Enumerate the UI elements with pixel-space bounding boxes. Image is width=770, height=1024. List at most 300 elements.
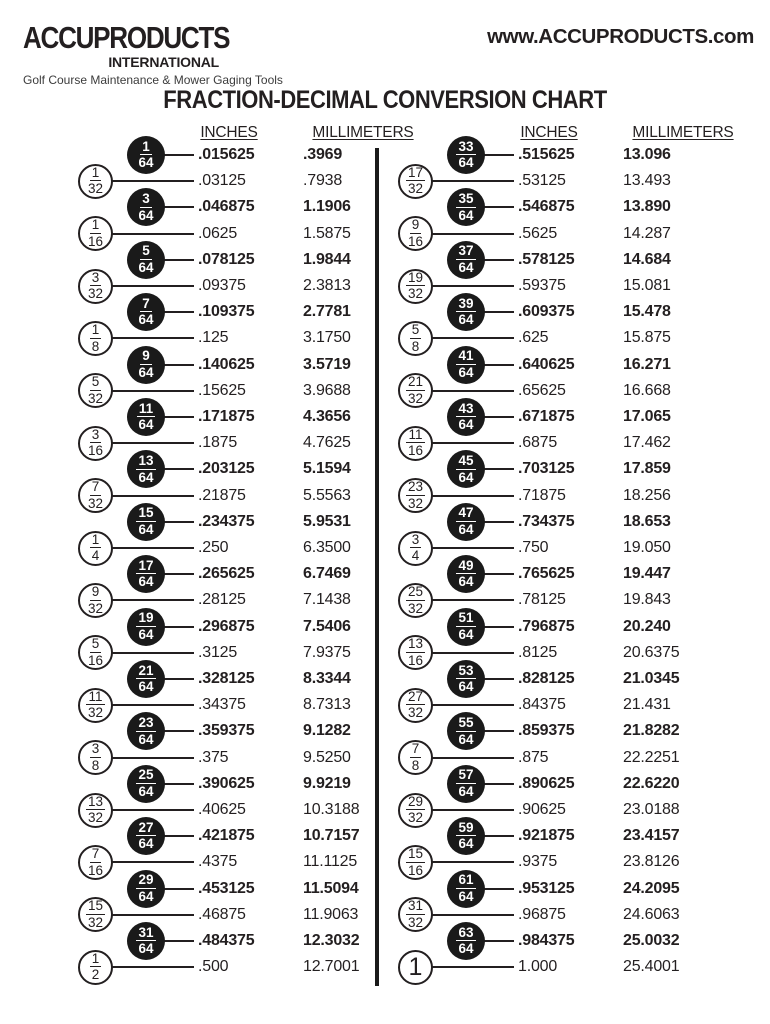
fraction-numerator: 37 [458,243,474,259]
fraction-denominator: 64 [458,626,474,642]
connector-line [430,547,514,549]
fraction-numerator: 19 [138,610,154,626]
fraction-numerator: 61 [458,872,474,888]
fraction-badge [127,241,165,279]
inches-value: .921875 [518,827,575,845]
inches-value: .296875 [198,617,255,635]
inches-value: .671875 [518,408,575,425]
conversion-row-45-64 [320,452,770,485]
fraction-badge [127,660,165,698]
fraction-numerator: 27 [407,688,424,704]
connector-line [110,599,194,601]
millimeters-value: 17.065 [623,408,671,425]
fraction-badge [447,608,485,646]
fraction-denominator: 16 [87,653,104,669]
connector-line [110,704,194,706]
fraction-badge [127,398,165,436]
website-url: www.ACCUPRODUCTS.com [487,25,754,48]
fraction-badge [127,765,165,803]
millimeters-value: 21.431 [623,696,671,714]
inches-value: .453125 [198,879,255,897]
inches-value: .125 [198,329,229,347]
millimeters-value: 18.653 [623,512,671,530]
inches-value: .0625 [198,224,238,242]
conversion-row-31-32 [320,898,770,931]
fraction-badge [447,241,485,279]
fraction-denominator: 32 [407,181,424,197]
fraction-numerator: 49 [458,557,474,573]
connector-line [481,416,514,418]
connector-line [481,521,514,523]
millimeters-value: 1.9844 [303,250,351,268]
fraction-numerator: 15 [407,845,424,861]
millimeters-value: 19.843 [623,591,671,609]
fraction-numerator: 3 [91,269,100,285]
fraction-badge [127,817,165,855]
fraction-denominator: 32 [407,495,424,511]
millimeters-value: 12.3032 [303,932,360,949]
fraction-denominator: 64 [138,522,154,538]
millimeters-value: 6.3500 [303,539,351,556]
fraction-numerator: 11 [408,426,423,442]
conversion-row-17-32 [320,164,770,197]
connector-line [161,783,194,785]
fraction-denominator: 32 [87,391,104,407]
millimeters-value: 7.9375 [303,643,351,661]
fraction-badge [127,608,165,646]
connector-line [161,678,194,680]
conversion-row-27-32 [320,688,770,721]
inches-value: .9375 [518,853,558,871]
fraction-denominator: 16 [407,653,424,669]
fraction-numerator: 5 [91,636,100,652]
fraction-denominator: 64 [138,312,154,328]
conversion-row-21-32 [320,374,770,407]
fraction-badge [78,793,113,828]
inches-value: .734375 [518,512,575,530]
inches-value: .78125 [518,591,566,609]
connector-line [110,652,194,654]
fraction-badge [398,269,433,304]
fraction-denominator: 32 [87,286,104,302]
millimeters-value: 5.5563 [303,486,351,504]
inches-value: .8125 [518,643,558,661]
fraction-denominator: 64 [138,836,154,852]
connector-line [161,521,194,523]
fraction-badge [78,688,113,723]
millimeters-value: 3.1750 [303,329,351,347]
conversion-row-25-32 [320,583,770,616]
fraction-badge [127,870,165,908]
millimeters-value: 13.096 [623,146,671,163]
fraction-numerator: 5 [411,321,420,337]
fraction-badge [78,950,113,985]
connector-line [481,835,514,837]
connector-line [110,914,194,916]
connector-line [481,259,514,261]
inches-value: .375 [198,748,229,766]
fraction-denominator: 32 [407,810,424,826]
fraction-numerator: 19 [407,269,424,285]
fraction-badge [447,870,485,908]
inches-value: .84375 [518,696,566,714]
fraction-badge [447,922,485,960]
millimeters-value: .3969 [303,146,343,163]
fraction-denominator: 64 [138,626,154,642]
fraction-numerator: 23 [407,479,424,495]
millimeters-value: 25.4001 [623,958,680,976]
conversion-row-61-64 [320,872,770,904]
fraction-badge [398,321,433,356]
conversion-row-33-64 [320,138,770,171]
millimeters-value: 14.684 [623,250,671,268]
brand-logo [23,20,283,87]
connector-line [430,495,514,497]
millimeters-value: 10.3188 [303,801,360,818]
connector-line [430,809,514,811]
fraction-denominator: 64 [138,574,154,590]
millimeters-value: 13.890 [623,198,671,216]
fraction-numerator: 7 [91,479,100,495]
fraction-badge [398,216,433,251]
connector-line [430,757,514,759]
inches-value: .21875 [198,486,246,504]
inches-value: .250 [198,539,229,556]
millimeters-value: 17.462 [623,434,671,452]
fraction-denominator: 64 [458,888,474,904]
fraction-numerator: 23 [138,714,154,730]
connector-line [161,730,194,732]
connector-line [481,206,514,208]
inches-value: .203125 [198,460,255,478]
fraction-numerator: 45 [458,452,474,468]
millimeters-value: 16.271 [623,355,671,373]
connector-line [481,468,514,470]
fraction-numerator: 9 [91,583,100,599]
millimeters-value: 8.7313 [303,696,351,714]
connector-line [481,940,514,942]
fraction-denominator: 64 [458,574,474,590]
fraction-denominator: 64 [138,679,154,695]
fraction-denominator: 64 [458,417,474,433]
inches-value: .984375 [518,932,575,949]
inches-value: .578125 [518,250,575,268]
inches-value: .109375 [198,303,255,321]
fraction-denominator: 16 [87,862,104,878]
millimeters-value: 19.050 [623,539,671,556]
inches-value: .015625 [198,146,255,163]
fraction-denominator: 64 [138,417,154,433]
fraction-badge [78,269,113,304]
millimeters-value: 4.7625 [303,434,351,452]
fraction-badge [447,346,485,384]
inches-value: .3125 [198,643,238,661]
fraction-numerator: 1 [91,321,100,337]
inches-value: .750 [518,539,549,556]
fraction-numerator: 13 [87,793,104,809]
fraction-numerator: 39 [458,295,474,311]
inches-value: .078125 [198,250,255,268]
fraction-numerator: 15 [87,898,104,914]
fraction-numerator: 55 [458,714,474,730]
fraction-denominator: 64 [458,731,474,747]
connector-line [110,337,194,339]
fraction-badge [78,164,113,199]
inches-value: .796875 [518,617,575,635]
millimeters-header: MILLIMETERS [312,124,414,141]
fraction-denominator: 64 [458,522,474,538]
fraction-badge [447,136,485,174]
inches-value: .03125 [198,172,246,190]
connector-line [110,861,194,863]
connector-line [161,311,194,313]
millimeters-value: 20.6375 [623,643,680,661]
inches-value: .859375 [518,722,575,740]
millimeters-value: 13.493 [623,172,671,190]
connector-line [430,861,514,863]
conversion-row-3-4 [320,531,770,564]
fraction-numerator: 21 [407,374,424,390]
inches-value: .640625 [518,355,575,373]
millimeters-value: 11.1125 [303,853,358,871]
fraction-denominator: 64 [458,784,474,800]
fraction-numerator: 29 [407,793,424,809]
fraction-numerator: 5 [91,374,100,390]
connector-line [110,285,194,287]
fraction-numerator: 3 [142,190,150,206]
fraction-denominator: 64 [458,836,474,852]
inches-value: .65625 [518,381,566,399]
fraction-denominator: 64 [458,469,474,485]
connector-line [481,783,514,785]
fraction-numerator: 29 [138,872,154,888]
fraction-numerator: 57 [458,767,474,783]
connector-line [481,154,514,156]
conversion-row-53-64 [320,662,770,695]
fraction-denominator: 64 [138,155,154,171]
fraction-denominator: 64 [138,364,154,380]
fraction-denominator: 16 [87,233,104,249]
millimeters-value: 9.5250 [303,748,351,766]
conversion-row-59-64 [320,819,770,852]
fraction-numerator: 35 [458,190,474,206]
millimeters-value: 20.240 [623,617,671,635]
fraction-numerator: 43 [458,400,474,416]
conversion-row-57-64 [320,767,770,800]
inches-value: .171875 [198,408,255,425]
conversion-row-49-64 [320,557,770,590]
inches-value: .234375 [198,512,255,530]
fraction-badge [127,136,165,174]
connector-line [110,390,194,392]
millimeters-value: 4.3656 [303,408,351,425]
fraction-denominator: 32 [407,600,424,616]
connector-line [430,599,514,601]
millimeters-value: 7.1438 [303,591,351,609]
fraction-badge [447,555,485,593]
fraction-denominator: 8 [411,338,420,354]
millimeters-value: 3.5719 [303,355,351,373]
connector-line [481,730,514,732]
fraction-numerator: 31 [138,924,154,940]
conversion-row-43-64 [320,400,770,433]
fraction-denominator: 64 [458,679,474,695]
brand-subtitle: INTERNATIONAL [108,54,219,70]
inches-value: .765625 [518,565,575,583]
fraction-denominator: 32 [87,600,104,616]
inches-value: .609375 [518,303,575,321]
fraction-badge [398,740,433,775]
millimeters-value: 3.9688 [303,381,351,399]
inches-value: .359375 [198,722,255,740]
connector-line [161,940,194,942]
fraction-denominator: 64 [138,888,154,904]
inches-value: .390625 [198,774,255,792]
fraction-numerator: 53 [458,662,474,678]
connector-line [430,233,514,235]
connector-line [161,888,194,890]
fraction-denominator: 32 [87,915,104,931]
fraction-denominator: 8 [411,757,420,773]
inches-value: .875 [518,748,549,766]
millimeters-value: 15.081 [623,277,671,294]
millimeters-value: 21.0345 [623,670,680,687]
inches-value: .625 [518,329,549,347]
conversion-row-13-16 [320,636,770,669]
fraction-denominator: 32 [407,915,424,931]
inches-value: .828125 [518,670,575,687]
millimeters-value: 11.5094 [303,879,359,897]
millimeters-value: 5.9531 [303,512,351,530]
fraction-badge [78,321,113,356]
fraction-numerator: 7 [411,741,420,757]
fraction-numerator: 21 [138,662,154,678]
fraction-badge [447,817,485,855]
fraction-denominator: 2 [91,967,100,983]
inches-value: .421875 [198,827,255,845]
fraction-badge [78,216,113,251]
inches-value: .71875 [518,486,566,504]
page-title: FRACTION-DECIMAL CONVERSION CHART [163,86,607,114]
millimeters-value: 7.5406 [303,617,351,635]
conversion-row-7-8 [320,741,770,773]
fraction-denominator: 64 [458,155,474,171]
brand-name: ACCUPRODUCTS [23,20,230,55]
millimeters-value: 23.4157 [623,827,680,845]
fraction-denominator: 64 [458,207,474,223]
fraction-denominator: 64 [138,731,154,747]
connector-line [430,966,514,968]
connector-line [110,495,194,497]
connector-line [481,573,514,575]
millimeters-value: 1.1906 [303,198,351,216]
brand-tagline: Golf Course Maintenance & Mower Gaging Tools [23,73,283,87]
fraction-denominator: 32 [407,286,424,302]
inches-value: .1875 [198,434,238,452]
fraction-numerator: 1 [91,164,100,180]
inches-value: .96875 [518,905,566,923]
fraction-numerator: 17 [138,557,154,573]
fraction-denominator: 32 [87,705,104,721]
fraction-numerator: 17 [407,164,424,180]
fraction-badge [398,531,433,566]
inches-value: .15625 [198,381,246,399]
connector-line [481,311,514,313]
fraction-denominator: 8 [91,757,100,773]
fraction-badge [398,426,433,461]
fraction-numerator: 13 [407,636,424,652]
fraction-badge [398,793,433,828]
millimeters-value: 12.7001 [303,958,360,976]
inches-value: .09375 [198,277,246,294]
fraction-badge [447,293,485,331]
fraction-badge [447,765,485,803]
fraction-numerator: 25 [138,767,154,783]
connector-line [481,888,514,890]
millimeters-value: 17.859 [623,460,671,478]
fraction-numerator: 13 [138,452,154,468]
conversion-row-37-64 [320,243,770,276]
connector-line [430,337,514,339]
inches-header: INCHES [520,124,578,141]
millimeters-value: 5.1594 [303,460,351,478]
conversion-row-1 [320,954,770,980]
millimeters-value: 6.7469 [303,565,351,583]
conversion-row-23-32 [320,479,770,511]
fraction-whole-number: 1 [408,952,423,981]
millimeters-value: 9.1282 [303,722,351,740]
fraction-denominator: 64 [138,784,154,800]
fraction-denominator: 32 [407,705,424,721]
fraction-numerator: 5 [142,243,150,259]
millimeters-value: 2.7781 [303,303,351,321]
connector-line [110,233,194,235]
fraction-denominator: 64 [458,941,474,957]
fraction-numerator: 1 [91,950,100,966]
conversion-row-29-32 [320,793,770,826]
conversion-row-39-64 [320,295,770,328]
fraction-badge [398,164,433,199]
millimeters-value: 10.7157 [303,827,360,845]
millimeters-value: 9.9219 [303,774,351,792]
millimeters-value: 16.668 [623,381,671,399]
fraction-denominator: 16 [407,443,424,459]
fraction-numerator: 11 [88,688,103,704]
connector-line [161,416,194,418]
millimeters-value: 19.447 [623,565,671,583]
connector-line [110,757,194,759]
fraction-denominator: 32 [407,391,424,407]
fraction-numerator: 41 [458,348,474,364]
connector-line [430,390,514,392]
inches-value: .59375 [518,277,566,294]
fraction-numerator: 1 [91,531,100,547]
fraction-numerator: 7 [142,295,150,311]
millimeters-header: MILLIMETERS [632,124,734,141]
conversion-row-15-16 [320,845,770,878]
inches-value: .53125 [518,172,566,190]
fraction-numerator: 27 [138,819,154,835]
connector-line [161,573,194,575]
fraction-numerator: 9 [411,217,420,233]
connector-line [110,442,194,444]
connector-line [161,468,194,470]
conversion-row-9-16 [320,217,770,249]
fraction-badge [78,740,113,775]
inches-value: .046875 [198,198,255,216]
fraction-numerator: 3 [91,426,100,442]
fraction-badge [398,845,433,880]
